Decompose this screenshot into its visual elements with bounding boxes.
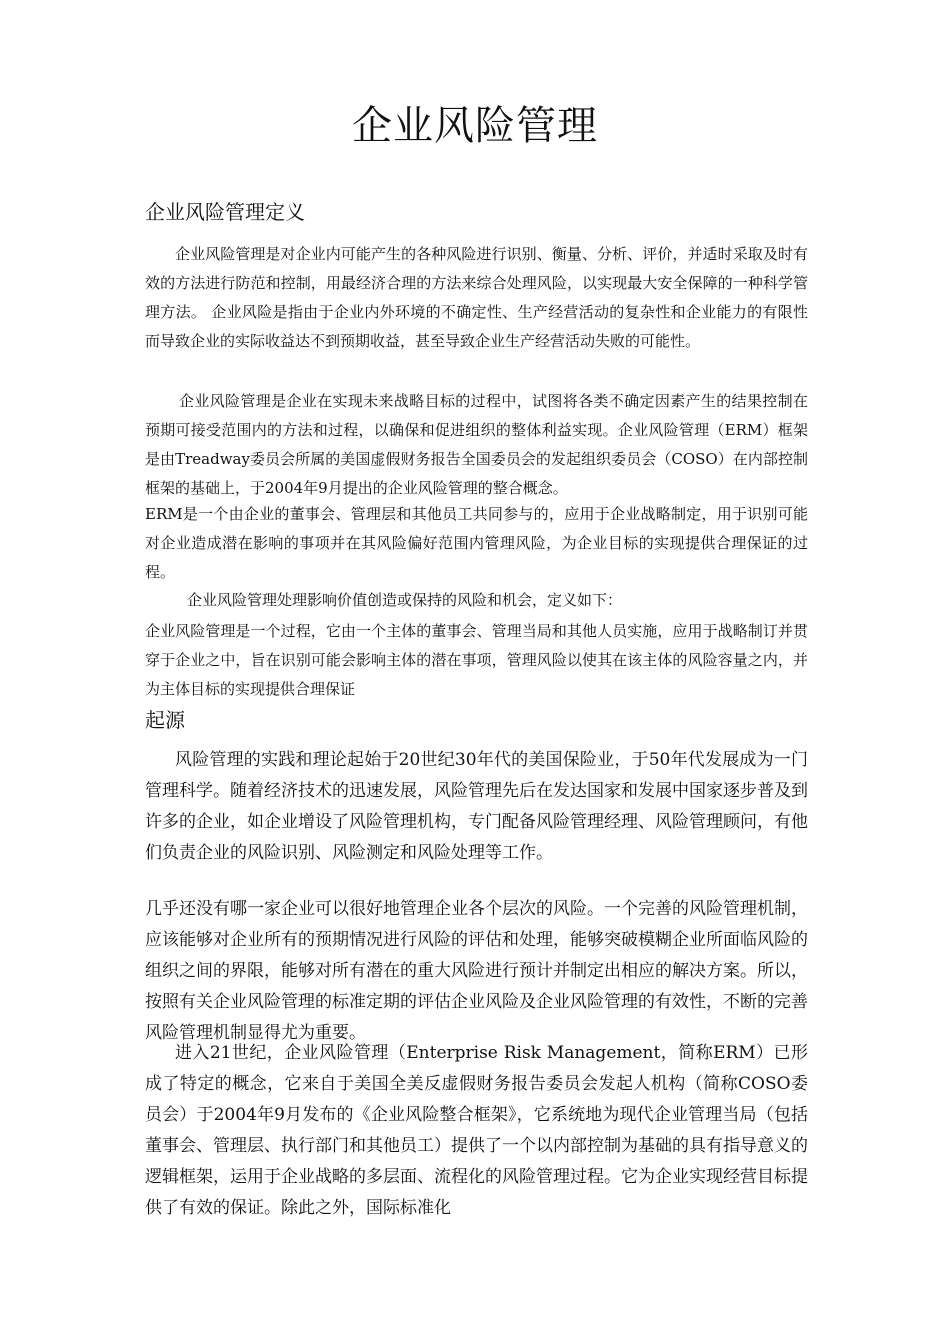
- paragraph-origin-1: 风险管理的实践和理论起始于20世纪30年代的美国保险业，于50年代发展成为一门管理科学。随着经济技术的迅速发展，风险管理先后在发达国家和发展中国家逐步普及到许多的企业，如企业增设了风险管理机构，专门配备风险管理经理、风险管理顾问，有他们负责企业的风险识别、风险测定和风险处理等工作。: [145, 750, 808, 863]
- paragraph-definition-5: 企业风险管理是一个过程，它由一个主体的董事会、管理当局和其他人员实施，应用于战略制订并贯穿于企业之中，旨在识别可能会影响主体的潜在事项，管理风险以使其在该主体的风险容量之内，并为主体目标的实现提供合理保证: [145, 622, 808, 698]
- paragraph-definition-1: 企业风险管理是对企业内可能产生的各种风险进行识别、衡量、分析、评价，并适时采取及时有效的方法进行防范和控制，用最经济合理的方法来综合处理风险，以实现最大安全保障的一种科学管理方法。 企业风险是指由于企业内外环境的不确定性、生产经营活动的复杂性和企业能力的有限性而导致企业的实际收益达不到预期收益，甚至导致企业生产经营活动失败的可能性。: [145, 245, 808, 350]
- paragraph-definition-3: ERM是一个由企业的董事会、管理层和其他员工共同参与的，应用于企业战略制定，用于识别可能对企业造成潜在影响的事项并在其风险偏好范围内管理风险，为企业目标的实现提供合理保证的过程。: [145, 505, 808, 581]
- paragraph-definition-4: 企业风险管理处理影响价值创造或保持的风险和机会，定义如下：: [187, 591, 623, 609]
- paragraph-definition-2: 企业风险管理是企业在实现未来战略目标的过程中，试图将各类不确定因素产生的结果控制在预期可接受范围内的方法和过程，以确保和促进组织的整体利益实现。企业风险管理（ERM）框架是由Treadway委员会所属的美国虚假财务报告全国委员会的发起组织委员会（COSO）在内部控制框架的基础上，于2004年9月提出的企业风险管理的整合概念。: [145, 392, 808, 497]
- section-heading-definition: 企业风险管理定义: [145, 200, 305, 224]
- paragraph-origin-3: 进入21世纪，企业风险管理（Enterprise Risk Management，简称ERM）已形成了特定的概念，它来自于美国全美反虚假财务报告委员会发起人机构（简称COSO委员会）于2004年9月发布的《企业风险整合框架》，它系统地为现代企业管理当局（包括董事会、管理层、执行部门和其他员工）提供了一个以内部控制为基础的具有指导意义的逻辑框架，运用于企业战略的多层面、流程化的风险管理过程。它为企业实现经营目标提供了有效的保证。除此之外，国际标准化: [145, 1043, 808, 1218]
- paragraph-origin-2: 几乎还没有哪一家企业可以很好地管理企业各个层次的风险。一个完善的风险管理机制，应该能够对企业所有的预期情况进行风险的评估和处理，能够突破模糊企业所面临风险的组织之间的界限，能够对所有潜在的重大风险进行预计并制定出相应的解决方案。所以，按照有关企业风险管理的标准定期的评估企业风险及企业风险管理的有效性，不断的完善风险管理机制显得尤为重要。: [145, 899, 808, 1043]
- section-heading-origin: 起源: [145, 708, 185, 732]
- document-title: 企业风险管理: [352, 103, 598, 149]
